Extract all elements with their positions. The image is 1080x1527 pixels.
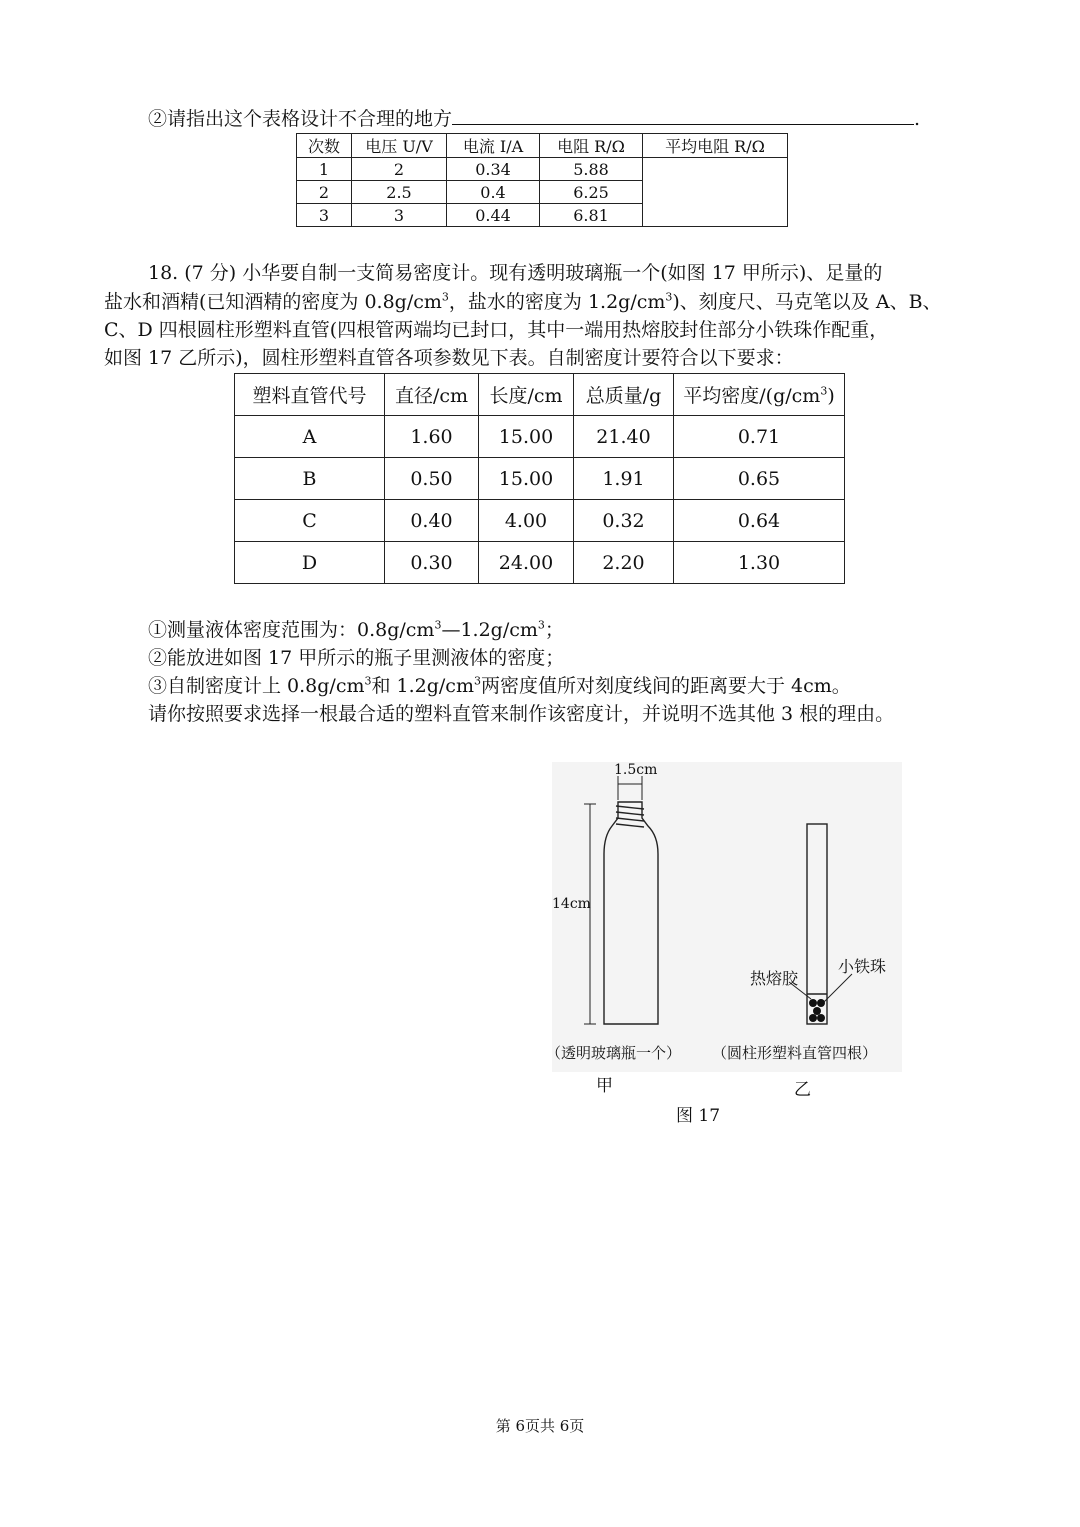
table-cell: 3 bbox=[297, 204, 352, 227]
table-cell: 2 bbox=[352, 158, 447, 181]
table-cell: 15.00 bbox=[479, 458, 574, 500]
table-cell: 0.44 bbox=[447, 204, 540, 227]
table-row bbox=[235, 416, 845, 458]
figure-title: 图 17 bbox=[676, 1106, 721, 1126]
table-cell: 0.32 bbox=[574, 500, 674, 542]
table-cell: 2 bbox=[297, 181, 352, 204]
table-cell: 15.00 bbox=[479, 416, 574, 458]
q18-line-3: C、D 四根圆柱形塑料直管(四根管两端均已封口，其中一端用热熔胶封住部分小铁珠作配重， bbox=[104, 319, 889, 341]
table-header-cell: 次数 bbox=[297, 134, 352, 158]
table-header-cell: 平均电阻 R/Ω bbox=[643, 134, 788, 158]
superscript: 3 bbox=[537, 618, 545, 632]
table-cell: 5.88 bbox=[540, 158, 643, 181]
q18-text: 盐水和酒精(已知酒精的密度为 0.8g/cm bbox=[104, 291, 442, 313]
table-header-cell: 平均密度$/(g/cm^3)$ bbox=[674, 374, 845, 416]
table-cell: 1 bbox=[297, 158, 352, 181]
table-cell: 2.5 bbox=[352, 181, 447, 204]
q17-end-mark: . bbox=[914, 108, 921, 130]
average-resistance-cell[interactable] bbox=[643, 158, 788, 227]
superscript: 3 bbox=[441, 290, 449, 304]
table-cell: 0.64 bbox=[674, 500, 845, 542]
superscript: 3 bbox=[434, 618, 442, 632]
q18-text: )、刻度尺、马克笔以及 A、B、 bbox=[672, 291, 942, 313]
table-cell: 6.25 bbox=[540, 181, 643, 204]
table-row bbox=[297, 158, 788, 181]
table-cell: 3 bbox=[352, 204, 447, 227]
bottle-caption: （透明玻璃瓶一个） bbox=[546, 1044, 682, 1062]
q17-part2-line bbox=[148, 106, 920, 132]
table-header-cell: 电压 U/V bbox=[352, 134, 447, 158]
table-header-row bbox=[297, 134, 788, 158]
table-header-cell: 直径/cm bbox=[385, 374, 479, 416]
tube-parameters-table bbox=[234, 373, 845, 584]
tube-caption: （圆柱形塑料直管四根） bbox=[712, 1044, 878, 1062]
label-yi: 乙 bbox=[794, 1080, 811, 1100]
superscript: 3 bbox=[820, 384, 828, 398]
q18-line-4: 如图 17 乙所示)，圆柱形塑料直管各项参数见下表。自制密度计要符合以下要求： bbox=[104, 347, 794, 369]
q18-line-1: 18. (7 分) 小华要自制一支简易密度计。现有透明玻璃瓶一个(如图 17 甲所示)、足量的 bbox=[148, 262, 883, 284]
requirement-2: ②能放进如图 17 甲所示的瓶子里测液体的密度； bbox=[148, 647, 565, 669]
table-cell: 0.34 bbox=[447, 158, 540, 181]
table-header-row bbox=[235, 374, 845, 416]
q18-line-2 bbox=[104, 289, 942, 315]
table-row bbox=[235, 500, 845, 542]
table-row bbox=[235, 542, 845, 584]
figure-17 bbox=[546, 762, 902, 1072]
height-label: 14cm bbox=[552, 896, 591, 912]
table-header-cell: 塑料直管代号 bbox=[235, 374, 385, 416]
table-header-cell: 电流 I/A bbox=[447, 134, 540, 158]
superscript: 3 bbox=[473, 674, 481, 688]
q18-text: ，盐水的密度为 1.2g/cm bbox=[448, 291, 666, 313]
table-cell: 1.30 bbox=[674, 542, 845, 584]
table-header-cell: 总质量/g bbox=[574, 374, 674, 416]
resistance-table bbox=[296, 133, 788, 227]
requirement-3: ③自制密度计上 $0.8g/cm^3$和 $1.2g/cm^3$两密度值所对刻度线间的距离要大于 4cm。 bbox=[148, 674, 851, 697]
table-row bbox=[235, 458, 845, 500]
figure-17-drawing bbox=[552, 762, 902, 1072]
width-label: 1.5cm bbox=[614, 762, 658, 778]
requirement-1: ①测量液体密度范围为：$0.8g/cm^3—1.2g/cm^3$； bbox=[148, 618, 564, 641]
table-cell: C bbox=[235, 500, 385, 542]
table-header-cell: 长度/cm bbox=[479, 374, 574, 416]
table-cell: 0.50 bbox=[385, 458, 479, 500]
table-cell: 0.71 bbox=[674, 416, 845, 458]
table-cell: 1.60 bbox=[385, 416, 479, 458]
table-cell: 0.30 bbox=[385, 542, 479, 584]
label-jia: 甲 bbox=[596, 1076, 613, 1096]
table-cell: A bbox=[235, 416, 385, 458]
q17-part2-text: ②请指出这个表格设计不合理的地方 bbox=[148, 108, 453, 130]
table-cell: 0.4 bbox=[447, 181, 540, 204]
table-cell: 0.40 bbox=[385, 500, 479, 542]
page-footer: 第 6页共 6页 bbox=[495, 1417, 585, 1435]
table-cell: B bbox=[235, 458, 385, 500]
table-cell: 6.81 bbox=[540, 204, 643, 227]
table-cell: 0.65 bbox=[674, 458, 845, 500]
superscript: 3 bbox=[364, 674, 372, 688]
table-cell: 24.00 bbox=[479, 542, 574, 584]
answer-blank[interactable] bbox=[452, 106, 914, 125]
table-cell: 21.40 bbox=[574, 416, 674, 458]
table-cell: 1.91 bbox=[574, 458, 674, 500]
table-cell: 4.00 bbox=[479, 500, 574, 542]
superscript: 3 bbox=[665, 290, 673, 304]
beads-label: 小铁珠 bbox=[838, 957, 887, 976]
question-prompt: 请你按照要求选择一根最合适的塑料直管来制作该密度计，并说明不选其他 3 根的理由。 bbox=[148, 703, 895, 725]
table-header-cell: 电阻 R/Ω bbox=[540, 134, 643, 158]
table-cell: 2.20 bbox=[574, 542, 674, 584]
table-cell: D bbox=[235, 542, 385, 584]
glue-label: 热熔胶 bbox=[750, 969, 799, 988]
